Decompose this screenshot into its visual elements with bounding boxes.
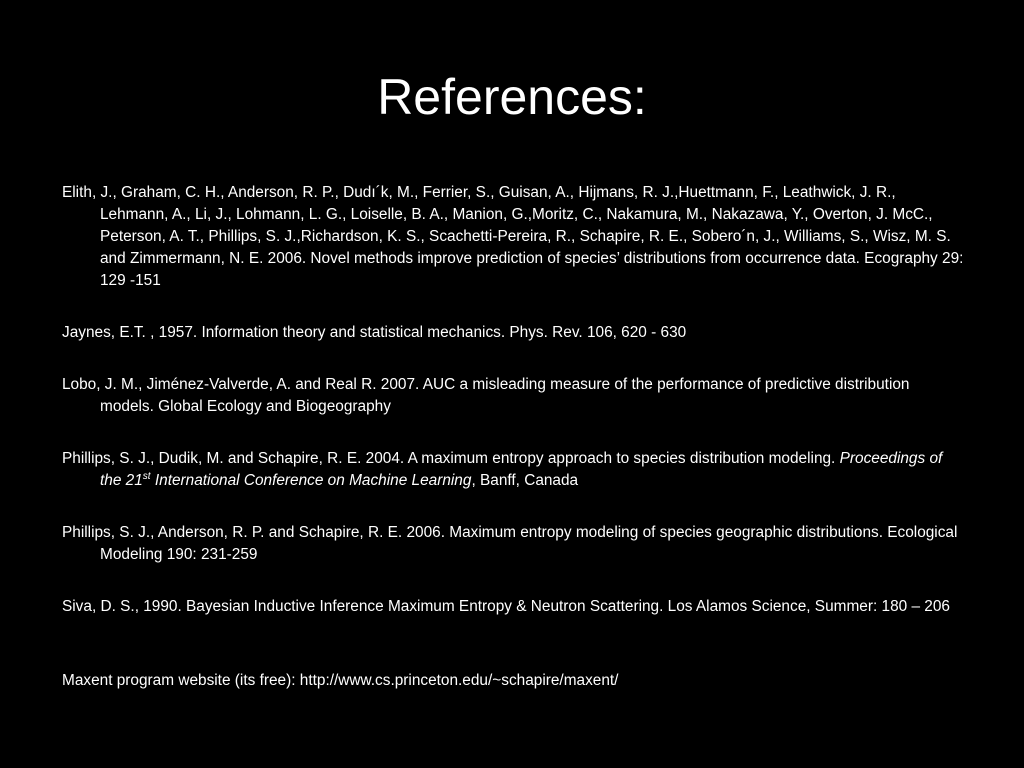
reference-phillips-2004-venue-start: Proceedings of the 21 [100,450,943,489]
reference-jaynes-1957: Jaynes, E.T. , 1957. Information theory and statistical mechanics. Phys. Rev. 106, 620 - 630 [62,324,687,341]
reference-lobo-2007: Lobo, J. M., Jiménez-Valverde, A. and Real R. 2007. AUC a misleading measure of the performance of predictive distribution models. Global Ecology and Biogeography [62,376,910,415]
reference-phillips-2004-text: Phillips, S. J., Dudik, M. and Schapire, R. E. 2004. A maximum entropy approach to species distribution modeling. [62,450,840,467]
reference-maxent-website: Maxent program website (its free): http://www.cs.princeton.edu/~schapire/maxent/ [62,672,619,689]
reference-phillips-2004-location: , Banff, Canada [471,472,579,489]
ordinal-superscript: st [142,470,151,482]
reference-siva-1990: Siva, D. S., 1990. Bayesian Inductive Inference Maximum Entropy & Neutron Scattering. Los Alamos Science, Summer: 180 – 206 [62,598,950,615]
reference-phillips-2006: Phillips, S. J., Anderson, R. P. and Schapire, R. E. 2006. Maximum entropy modeling of species geographic distributions. Ecological Modeling 190: 231-259 [62,524,958,563]
reference-phillips-2004 [62,448,967,492]
reference-phillips-2004-venue-end: International Conference on Machine Learning [150,472,472,489]
slide-title: References: [377,69,647,125]
reference-elith-2006: Elith, J., Graham, C. H., Anderson, R. P., Dudı´k, M., Ferrier, S., Guisan, A., Hijmans, R. J.,Huettmann, F., Leathwick, J. R., Lehmann, A., Li, J., Lohmann, L. G., Loiselle, B. A., Manion, G.,Moritz, C., Nakamura, M., Nakazawa, Y., Overton, J. McC., Peterson, A. T., Phillips, S. J.,Richardson, K. S., Scachetti-Pereira, R., Schapire, R. E., Sobero´n, J., Williams, S., Wisz, M. S. and Zimmermann, N. E. 2006. Novel methods improve prediction of species’ distributions from occurrence data. Ecography 29: 129 -151 [62,184,964,289]
